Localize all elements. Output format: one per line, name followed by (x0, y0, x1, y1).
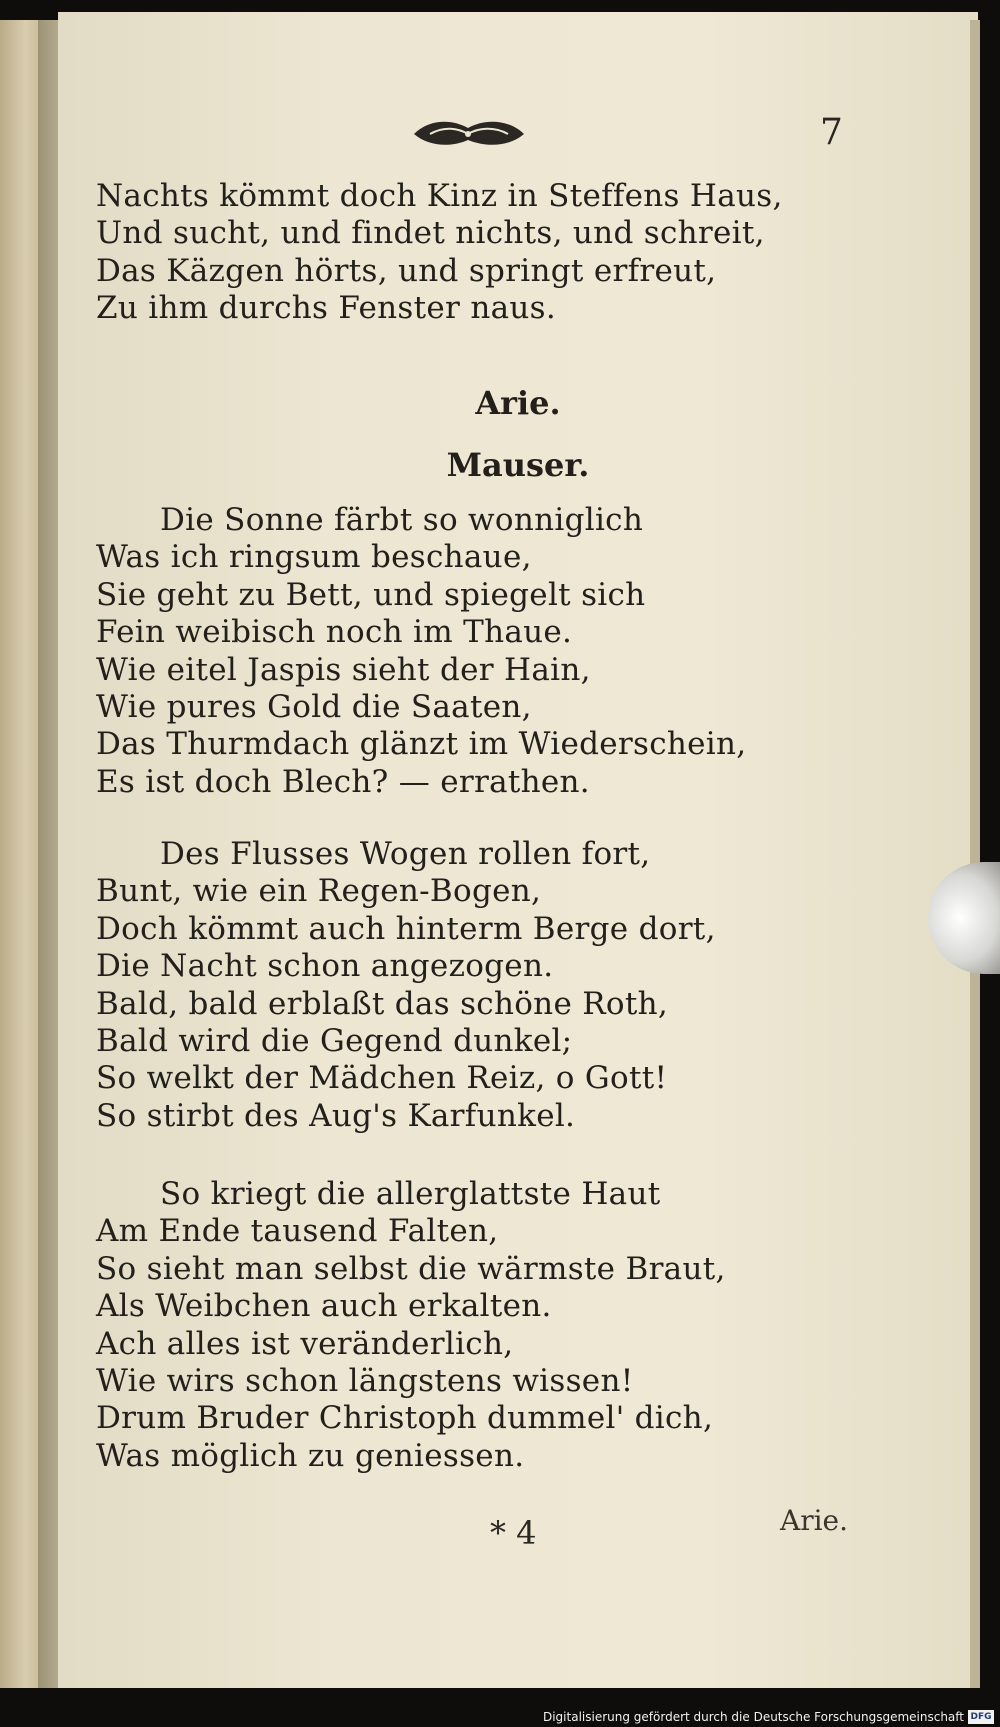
verse-line: Ach alles ist veränderlich, (96, 1325, 514, 1362)
catchword: Arie. (780, 1504, 849, 1537)
verse-line: Als Weibchen auch erkalten. (96, 1288, 552, 1325)
page-number: 7 (820, 112, 843, 153)
verse-line: Das Käzgen hörts, und springt erfreut, (96, 252, 717, 289)
stanza-3 (96, 1176, 726, 1475)
verse-line: Fein weibisch noch im Thaue. (96, 614, 573, 651)
verse-line: So stirbt des Aug's Karfunkel. (96, 1097, 576, 1134)
verse-line: So sieht man selbst die wärmste Braut, (96, 1250, 726, 1287)
stanza-1 (96, 502, 746, 801)
section-heading-arie: Arie. (475, 384, 561, 422)
stanza-closing (96, 178, 783, 328)
speaker-name: Mauser. (446, 446, 590, 484)
verse-line: So welkt der Mädchen Reiz, o Gott! (96, 1060, 668, 1097)
verse-line: Wie eitel Jaspis sieht der Hain, (96, 651, 591, 688)
book-gutter (38, 20, 60, 1688)
verse-line: So kriegt die allerglattste Haut (160, 1176, 661, 1212)
verse-line: Bald wird die Gegend dunkel; (96, 1023, 573, 1060)
verse-line: Nachts kömmt doch Kinz in Steffens Haus, (96, 178, 783, 214)
verse-line: Es ist doch Blech? — errathen. (96, 763, 590, 800)
verse-line: Was möglich zu geniessen. (96, 1437, 525, 1474)
verse-line: Die Nacht schon angezogen. (96, 948, 554, 985)
verse-line: Was ich ringsum beschaue, (96, 539, 532, 576)
verse-line: Wie pures Gold die Saaten, (96, 689, 532, 726)
verse-line: Doch kömmt auch hinterm Berge dort, (96, 910, 716, 947)
verse-line: Zu ihm durchs Fenster naus. (96, 290, 556, 327)
verse-line: Das Thurmdach glänzt im Wiederschein, (96, 726, 747, 763)
verse-line: Wie wirs schon längstens wissen! (96, 1363, 634, 1400)
verse-line: Am Ende tausend Falten, (96, 1213, 499, 1250)
funding-notice: Digitalisierung gefördert durch die Deutsche Forschungsgemeinschaft (542, 1710, 964, 1724)
verse-line: Bald, bald erblaßt das schöne Roth, (96, 985, 669, 1022)
dfg-logo-icon: DFG (968, 1710, 994, 1724)
page-right-edge (970, 20, 980, 1688)
verse-line: Des Flusses Wogen rollen fort, (160, 836, 651, 872)
verse-line: Bunt, wie ein Regen-Bogen, (96, 873, 542, 910)
verse-line: Die Sonne färbt so wonniglich (160, 502, 644, 538)
verse-line: Und sucht, und findet nichts, und schreit, (96, 215, 765, 252)
stanza-2 (96, 836, 716, 1135)
ornament-icon (410, 116, 528, 152)
signature-mark: * 4 (490, 1514, 537, 1552)
previous-page-edge (0, 20, 42, 1688)
verse-line: Drum Bruder Christoph dummel' dich, (96, 1400, 714, 1437)
verse-line: Sie geht zu Bett, und spiegelt sich (96, 576, 646, 613)
